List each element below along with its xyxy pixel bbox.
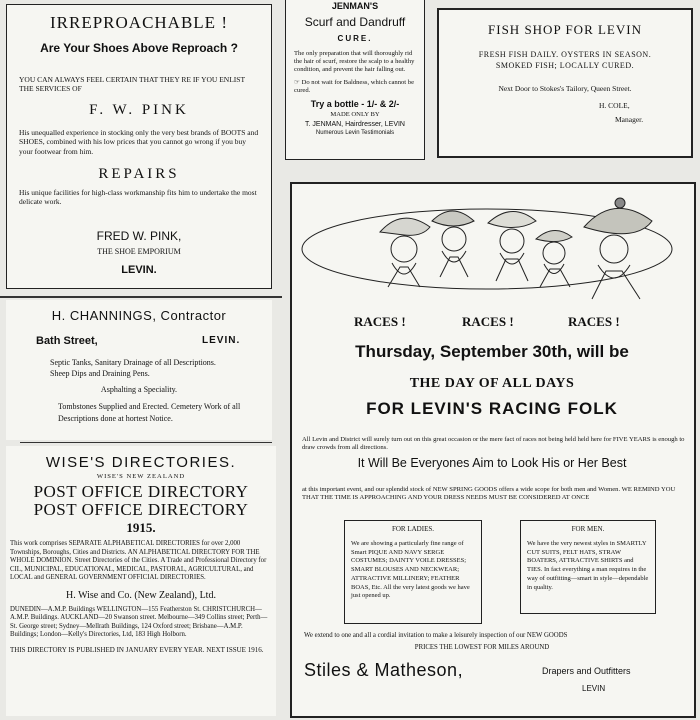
pink-signature: FRED W. PINK, [96, 228, 182, 243]
ladies-box [344, 520, 482, 624]
fish-owner: H. COLE, [599, 100, 630, 110]
pink-enlist: YOU CAN ALWAYS FEEL CERTAIN THAT THEY RE IF YOU ENLIST THE SERVICES OF [19, 75, 245, 94]
wise-issue: THIS DIRECTORY IS PUBLISHED IN JANUARY EVERY YEAR. NEXT ISSUE 1916. [10, 645, 264, 654]
jenman-top: JENMAN'S [331, 1, 379, 11]
pink-repairs-heading: REPAIRS [98, 165, 180, 182]
pink-question: Are Your Shoes Above Reproach ? [40, 41, 238, 55]
stiles-folk-line: FOR LEVIN'S RACING FOLK [366, 399, 618, 418]
stiles-intro: All Levin and District will surely turn out on this great occasion or the mere fact of races not being held held here for FIVE YEARS is enough to draw crowds from all directions. [302, 436, 685, 452]
jenman-note: Numerous Levin Testimonials [315, 130, 395, 137]
races-row [292, 314, 692, 332]
men-heading: FOR MEN. [571, 525, 605, 533]
fish-address: Next Door to Stokes's Tailory, Queen Street. [498, 83, 632, 93]
races-label: RACES ! [462, 314, 514, 329]
channings-line2: Asphalting a Speciality. [100, 385, 178, 395]
pink-advertisement [6, 4, 272, 289]
fish-shop-advertisement [437, 8, 693, 158]
wise-firm: H. Wise and Co. (New Zealand), Ltd. [66, 589, 216, 601]
column-rule [0, 296, 282, 298]
wise-offices: DUNEDIN—A.M.P. Buildings WELLINGTON—155 Featherston St. CHRISTCHURCH—A.M.P. Buildings. AUCKLAND—20 Swanson street. Melbourne—349 Collins street; Perth—St. George street; Sydney—Mellrath Buildings, 124 Oxford street; Brisbane—A.M.P. Buildings; London—Kelly's Directories, Ltd, 183 High Holborn. [10, 605, 268, 639]
channings-street: Bath Street, [36, 335, 98, 347]
stiles-aim: It Will Be Everyones Aim to Look His or Her Best [357, 456, 627, 470]
ladies-heading: FOR LADIES. [391, 525, 434, 533]
pink-name: F. W. PINK [89, 101, 189, 118]
fish-title: FISH SHOP FOR LEVIN [488, 22, 642, 37]
jenman-cure: CURE. [337, 34, 373, 43]
column-rule [20, 442, 272, 443]
races-label: RACES ! [354, 314, 406, 329]
stiles-firm: Stiles & Matheson, [304, 660, 464, 680]
jenman-baldness-text: Do not wait for Baldness, which cannot be cured. [294, 78, 414, 94]
lady-figure [380, 218, 430, 287]
pointing-hand-icon: ☞ [294, 78, 302, 86]
men-box [520, 520, 656, 614]
wise-title: WISE'S DIRECTORIES. [45, 454, 237, 471]
channings-advertisement [6, 300, 272, 440]
stiles-advertisement [290, 182, 696, 718]
stiles-event: at this important event, and our splendid stock of NEW SPRING GOODS offers a wide scope for both men and Women. WE REMIND YOU THAT THE TIME IS APPROACHING AND YOUR DRESS NEEDS MUST BE CONSIDERED AT ONCE [302, 486, 676, 502]
jenman-title: Scurf and Dandruff [304, 15, 406, 29]
stiles-invite: We extend to one and all a cordial invitation to make a leisurely inspection of our NEW GOODS [304, 632, 568, 639]
jenman-maker: T. JENMAN, Hairdresser, LEVIN [305, 121, 405, 129]
jenman-baldness [294, 79, 416, 95]
jenman-made-by: MADE ONLY BY [330, 111, 380, 119]
lady-figure [432, 211, 474, 277]
jenman-advertisement [285, 0, 425, 160]
lady-figure [584, 198, 652, 299]
pink-repairs-text: His unique facilities for high-class workmanship fits him to undertake the most delicate work. [19, 187, 257, 207]
stiles-date-line: Thursday, September 30th, will be [355, 342, 629, 361]
channings-town: LEVIN. [202, 335, 241, 346]
pink-experience: His unequalled experience in stocking only the very best brands of BOOTS and SHOES, combined with his low prices that you cannot go wrong if you buy your footwear from him. [19, 127, 259, 156]
channings-title: H. CHANNINGS, Contractor [51, 308, 227, 323]
stiles-trade: Drapers and Outfitters [542, 666, 631, 676]
jenman-try: Try a bottle - 1/- & 2/- [310, 99, 400, 110]
wise-pod2: POST OFFICE DIRECTORY [33, 500, 249, 520]
ladies-hats-illustration [292, 187, 692, 312]
wise-body: This work comprises SEPARATE ALPHABETICAL DIRECTORIES for over 2,000 Townships, Boroughs, Cities and Districts. AN ALPHABETICAL DIRECTORY FOR THE WHOLE DOMINION. Street Directories of the Cities. A Trade and Professional Directory for CIL, MUNICIPAL, EDUCATIONAL, MEDICAL, PASTORAL, AGRICULTURAL, and LOCAL and GENERAL GOVERNMENT OFFICIAL DIRECTORIES. [10, 540, 267, 582]
wise-sub: WISE'S NEW ZEALAND [96, 473, 186, 480]
lady-figure [488, 211, 536, 281]
men-text: We have the very newest styles in SMARTLY CUT SUITS, FELT HATS, STRAW BOATERS, ATTRACTIVE SHIRTS and TIES. In fact everything a man requires in the way of outfitting—smart in style—dependable in quality. [527, 539, 649, 591]
ladies-text: We are showing a particularly fine range of Smart PIQUE AND NAVY SERGE COSTUMES; DAINTY VOILE DRESSES; SMART BLOUSES AND NECKWEAR; ATTRACTIVE MILLINERY; FEATHER BOAS, Etc. All the very latest goods we have just opened up. [351, 539, 470, 600]
pink-emporium: THE SHOE EMPORIUM [97, 246, 181, 256]
channings-line1: Septic Tanks, Sanitary Drainage of all Descriptions. Sheep Dips and Draining Pens. [50, 358, 216, 379]
pink-town: LEVIN. [121, 263, 157, 276]
lady-figure [536, 230, 572, 287]
jenman-body: The only preparation that will thoroughly rid the hair of scurf, restore the scalp to a healthy condition, and prevent the hair falling out. [294, 50, 415, 74]
wise-pod1: POST OFFICE DIRECTORY [33, 482, 249, 502]
wise-year: 1915. [126, 520, 156, 536]
races-label: RACES ! [568, 314, 620, 329]
wise-advertisement [6, 446, 276, 716]
pink-headline: IRREPROACHABLE ! [50, 13, 228, 32]
stiles-prices: PRICES THE LOWEST FOR MILES AROUND [414, 644, 550, 651]
fish-role: Manager. [615, 115, 644, 125]
channings-address [6, 335, 272, 351]
fish-line1: FRESH FISH DAILY. OYSTERS IN SEASON. SMOKED FISH; LOCALLY CURED. [478, 50, 652, 70]
stiles-day-line: THE DAY OF ALL DAYS [409, 376, 575, 391]
channings-line3: Tombstones Supplied and Erected. Cemetery Work of all Descriptions done at hortest Notice. [58, 402, 241, 423]
stiles-town: LEVIN [582, 684, 606, 693]
